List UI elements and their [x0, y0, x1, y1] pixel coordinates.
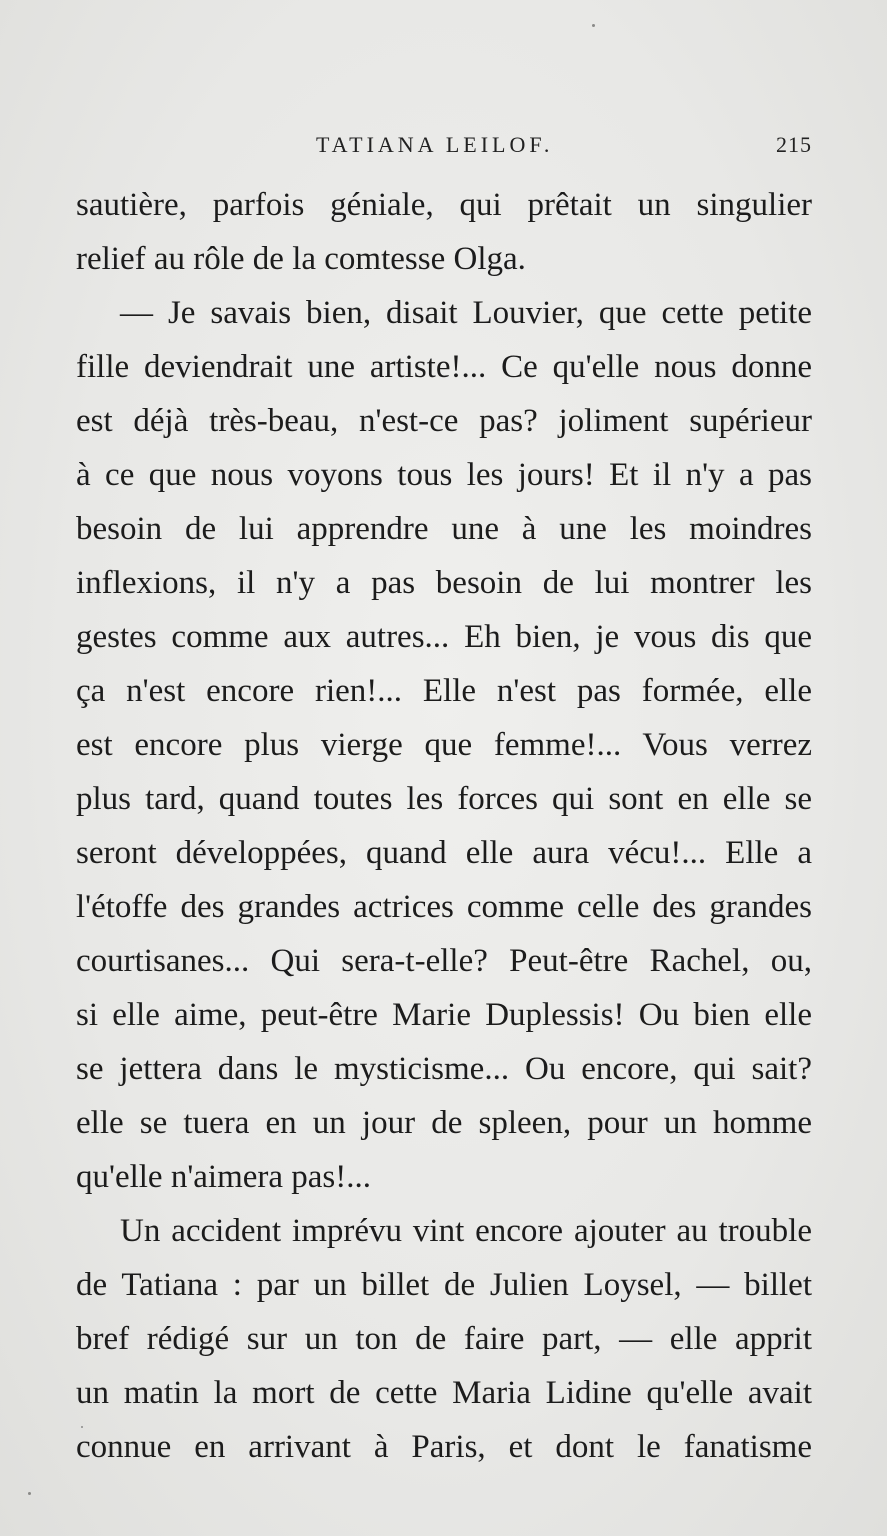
paper-speck	[28, 1492, 31, 1495]
text-line: courtisanes... Qui sera-t-elle? Peut-être Rachel, ou,	[76, 943, 812, 979]
text-line: — Je savais bien, disait Louvier, que cette petite	[120, 295, 812, 331]
body-text	[76, 178, 812, 1474]
paper-speck	[81, 1426, 83, 1428]
running-title: TATIANA LEILOF.	[316, 132, 554, 157]
text-line: un matin la mort de cette Maria Lidine qu'elle avait	[76, 1375, 812, 1411]
text-line: de Tatiana : par un billet de Julien Loysel, — billet	[76, 1267, 812, 1303]
text-line: qu'elle n'aimera pas!...	[76, 1159, 372, 1195]
text-line: inflexions, il n'y a pas besoin de lui montrer les	[76, 565, 812, 601]
text-line: sautière, parfois géniale, qui prêtait un singulier	[76, 187, 812, 223]
text-line: si elle aime, peut-être Marie Duplessis! Ou bien elle	[76, 997, 812, 1033]
text-line: Un accident imprévu vint encore ajouter au trouble	[120, 1213, 812, 1249]
page-number: 215	[776, 132, 812, 157]
text-line: est déjà très-beau, n'est-ce pas? joliment supérieur	[76, 403, 812, 439]
text-line: relief au rôle de la comtesse Olga.	[76, 241, 526, 277]
paper-speck	[592, 24, 595, 27]
text-line: l'étoffe des grandes actrices comme celle des grandes	[76, 889, 812, 925]
text-line: connue en arrivant à Paris, et dont le fanatisme	[76, 1429, 812, 1465]
text-line: besoin de lui apprendre une à une les moindres	[76, 511, 812, 547]
text-line: est encore plus vierge que femme!... Vous verrez	[76, 727, 812, 763]
text-line: bref rédigé sur un ton de faire part, — elle apprit	[76, 1321, 812, 1357]
text-line: ça n'est encore rien!... Elle n'est pas formée, elle	[76, 673, 812, 709]
text-line: fille deviendrait une artiste!... Ce qu'elle nous donne	[76, 349, 812, 385]
text-line: plus tard, quand toutes les forces qui sont en elle se	[76, 781, 812, 817]
text-line: seront développées, quand elle aura vécu!... Elle a	[76, 835, 812, 871]
text-line: elle se tuera en un jour de spleen, pour un homme	[76, 1105, 812, 1141]
text-line: gestes comme aux autres... Eh bien, je vous dis que	[76, 619, 812, 655]
text-line: à ce que nous voyons tous les jours! Et il n'y a pas	[76, 457, 812, 493]
text-line: se jettera dans le mysticisme... Ou encore, qui sait?	[76, 1051, 812, 1087]
page-header	[76, 132, 812, 168]
